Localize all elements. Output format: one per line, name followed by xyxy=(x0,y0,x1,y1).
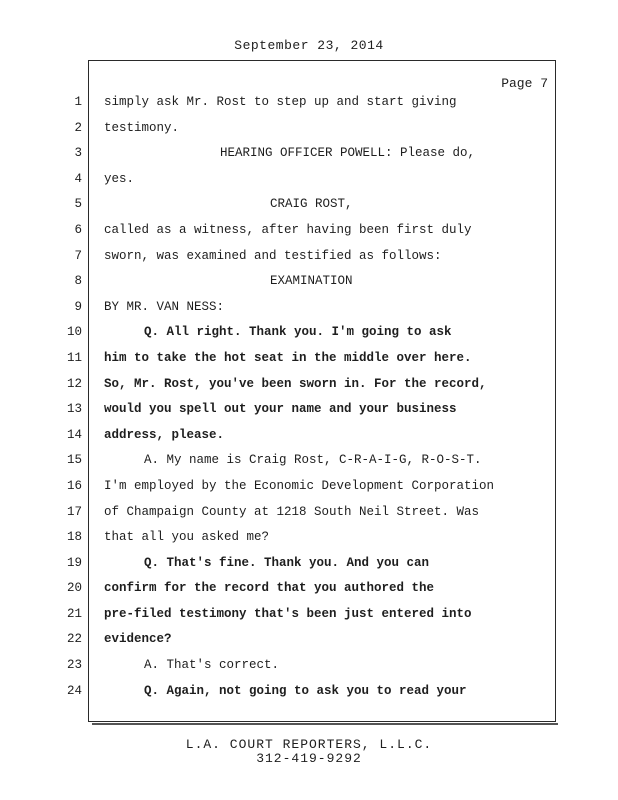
question-line: confirm for the record that you authored the xyxy=(104,581,435,596)
line-number: 22 xyxy=(66,632,82,647)
line-number: 23 xyxy=(66,658,82,673)
question-line: Q. All right. Thank you. I'm going to ask xyxy=(144,325,452,340)
line-number: 18 xyxy=(66,530,82,545)
question-line: Q. That's fine. Thank you. And you can xyxy=(144,555,430,570)
line-number: 24 xyxy=(66,683,82,698)
transcript-line: sworn, was examined and testified as follows: xyxy=(104,248,442,263)
line-number: 21 xyxy=(66,606,82,621)
line-number: 19 xyxy=(66,555,82,570)
line-number: 7 xyxy=(74,248,82,263)
transcript-text xyxy=(104,90,544,704)
answer-line: A. That's correct. xyxy=(144,658,280,673)
question-line: evidence? xyxy=(104,632,172,647)
answer-line: of Champaign County at 1218 South Neil Street. Was xyxy=(104,504,480,519)
line-number: 13 xyxy=(66,402,82,417)
line-number: 5 xyxy=(74,197,82,212)
line-number: 6 xyxy=(74,222,82,237)
answer-line: I'm employed by the Economic Development Corporation xyxy=(104,478,495,493)
answer-line: that all you asked me? xyxy=(104,530,270,545)
transcript-line: testimony. xyxy=(104,120,180,135)
answer-line: A. My name is Craig Rost, C-R-A-I-G, R-O-S-T. xyxy=(144,453,482,468)
question-line: pre-filed testimony that's been just entered into xyxy=(104,606,472,621)
header-date: September 23, 2014 xyxy=(234,38,384,53)
line-number: 10 xyxy=(66,325,82,340)
question-line: Q. Again, not going to ask you to read your xyxy=(144,683,467,698)
line-number: 9 xyxy=(74,299,82,314)
question-line: address, please. xyxy=(104,427,225,442)
transcript-line: called as a witness, after having been first duly xyxy=(104,222,472,237)
footer xyxy=(0,738,618,766)
question-line: would you spell out your name and your business xyxy=(104,402,457,417)
line-number: 4 xyxy=(74,171,82,186)
transcript-line: simply ask Mr. Rost to step up and start giving xyxy=(104,95,457,109)
transcript-line: HEARING OFFICER POWELL: Please do, xyxy=(220,146,476,161)
page-number: Page 7 xyxy=(501,76,548,91)
line-number: 20 xyxy=(66,581,82,596)
line-number: 14 xyxy=(66,427,82,442)
line-number: 17 xyxy=(66,504,82,519)
line-number-column xyxy=(40,90,82,704)
line-number: 1 xyxy=(74,95,82,109)
court-reporter-name: L.A. COURT REPORTERS, L.L.C. xyxy=(185,737,433,752)
question-line: him to take the hot seat in the middle over here. xyxy=(104,350,472,365)
court-reporter-phone: 312-419-9292 xyxy=(256,751,362,766)
examination-heading: EXAMINATION xyxy=(270,274,353,289)
line-number: 3 xyxy=(74,146,82,161)
line-number: 15 xyxy=(66,453,82,468)
transcript-line: yes. xyxy=(104,171,135,186)
transcript-line: BY MR. VAN NESS: xyxy=(104,299,225,314)
witness-name-heading: CRAIG ROST, xyxy=(270,197,353,212)
line-number: 12 xyxy=(66,376,82,391)
line-number: 8 xyxy=(74,274,82,289)
line-number: 11 xyxy=(66,350,82,365)
line-number: 16 xyxy=(66,478,82,493)
question-line: So, Mr. Rost, you've been sworn in. For the record, xyxy=(104,376,487,391)
line-number: 2 xyxy=(74,120,82,135)
